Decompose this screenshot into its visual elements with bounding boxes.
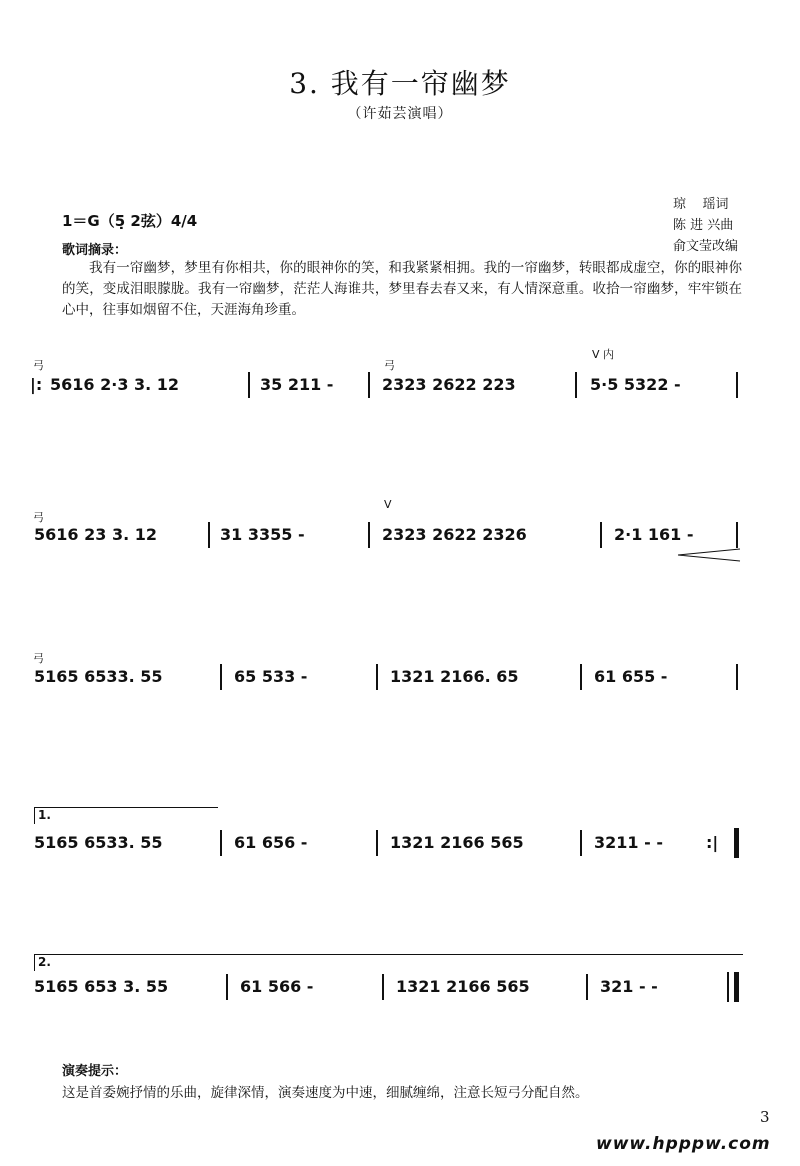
measure: 5165 653 3. 55	[34, 977, 169, 996]
score-line-2	[30, 520, 742, 550]
measure: 5616 2·3 3. 12	[50, 375, 180, 394]
measure: 321 - -	[600, 977, 658, 996]
performance-tips-text: 这是首委婉抒情的乐曲，旋律深情，演奏速度为中速，细腻缠绵，注意长短弓分配自然。	[62, 1085, 589, 1101]
bar-line	[736, 664, 738, 690]
measure: 61 566 -	[240, 977, 314, 996]
measure: 61 656 -	[234, 833, 308, 852]
key-signature: 1＝G（5̣ 2弦）4/4	[62, 212, 198, 230]
bar-line	[368, 372, 370, 398]
measure: 2·1 161 -	[614, 525, 694, 544]
bar-line	[248, 372, 250, 398]
up-bow-mark: V	[384, 498, 392, 511]
second-ending-bracket: 2.	[34, 954, 743, 971]
bar-line	[736, 372, 738, 398]
site-watermark: www.hpppw.com	[596, 1134, 771, 1154]
measure: 5·5 5322 -	[590, 375, 681, 394]
decrescendo-hairpin	[676, 548, 742, 562]
measure: 2323 2622 2326	[382, 525, 527, 544]
bar-line	[220, 830, 222, 856]
bow-mark: 弓	[33, 359, 44, 372]
bar-line	[575, 372, 577, 398]
bar-line	[376, 830, 378, 856]
bar-line	[736, 522, 738, 548]
bar-line	[586, 974, 588, 1000]
lyricist-credit: 琼 瑶词	[672, 197, 729, 212]
score-line-5	[30, 972, 742, 1002]
bar-line	[208, 522, 210, 548]
final-thin-bar	[727, 972, 729, 1002]
measure: 5616 23 3. 12	[34, 525, 157, 544]
bar-line	[368, 522, 370, 548]
measure: 1321 2166. 65	[390, 667, 519, 686]
final-bar-line	[734, 972, 739, 1002]
measure: 61 655 -	[594, 667, 668, 686]
bar-line	[580, 664, 582, 690]
measure: 1321 2166 565	[396, 977, 530, 996]
score-line-3	[30, 662, 742, 692]
end-repeat-sign: :|	[706, 833, 719, 852]
bow-mark: 弓	[384, 359, 395, 372]
measure: 3211 - -	[594, 833, 663, 852]
measure: 2323 2622 223	[382, 375, 516, 394]
score-line-1	[30, 370, 742, 400]
measure: 35 211 -	[260, 375, 334, 394]
bow-mark: 弓	[33, 652, 44, 665]
lyrics-heading: 歌词摘录：	[62, 243, 128, 258]
bar-line	[376, 664, 378, 690]
credits-block	[673, 194, 738, 257]
start-repeat-sign: |:	[30, 375, 43, 394]
bar-line	[580, 830, 582, 856]
page-number: 3	[760, 1108, 770, 1126]
measure: 5165 6533. 55	[34, 667, 163, 686]
page-title: 3. 我有一帘幽梦	[289, 67, 511, 100]
score-line-4	[30, 828, 742, 858]
arranger-credit: 俞文莹改编	[672, 239, 738, 254]
bar-line	[382, 974, 384, 1000]
bar-line	[220, 664, 222, 690]
measure: 31 3355 -	[220, 525, 305, 544]
end-bar-line	[734, 828, 739, 858]
lyrics-text: 我有一帘幽梦，梦里有你相共，你的眼神你的笑，和我紧紧相拥。我的一帘幽梦，转眼都成虚空，你的眼神你的笑，变成泪眼朦胧。我有一帘幽梦，茫茫人海谁共，梦里春去春又来，有人情深意重。收拾一帘幽梦，牢牢锁在心中，往事如烟留不住，天涯海角珍重。	[62, 260, 742, 318]
composer-credit: 陈 进 兴曲	[672, 218, 734, 233]
measure: 5165 6533. 55	[34, 833, 163, 852]
bar-line	[600, 522, 602, 548]
bow-mark: 弓	[33, 511, 44, 524]
measure: 1321 2166 565	[390, 833, 524, 852]
first-ending-bracket: 1.	[34, 807, 218, 824]
performer-subtitle: （许茹芸演唱）	[347, 106, 453, 122]
bar-line	[226, 974, 228, 1000]
performance-tips-heading: 演奏提示：	[62, 1064, 128, 1079]
measure: 65 533 -	[234, 667, 308, 686]
inner-string-mark: V 内	[592, 348, 615, 361]
